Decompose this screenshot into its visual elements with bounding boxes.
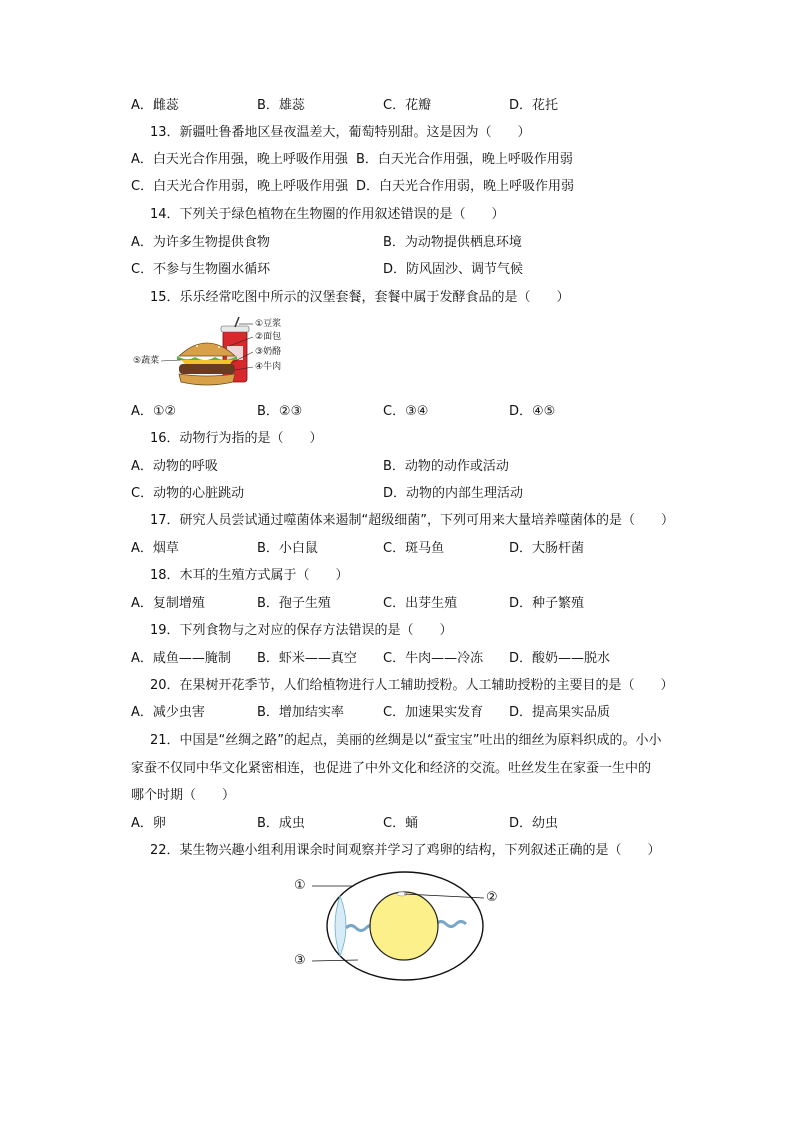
- q18-stem: 18．木耳的生殖方式属于（ ）: [150, 568, 349, 583]
- egg-label-1: ①: [294, 878, 306, 893]
- q13-option-a[interactable]: A．白天光合作用强，晚上呼吸作用强: [131, 152, 348, 167]
- q21-stem-line-1: 21．中国是“丝绸之路”的起点，美丽的丝绸是以“蚕宝宝”吐出的细丝为原料织成的。小小: [150, 733, 662, 748]
- q13-option-b[interactable]: B．白天光合作用强，晚上呼吸作用弱: [356, 152, 573, 167]
- q16-option-c[interactable]: C．动物的心脏跳动: [131, 486, 245, 501]
- q15-option-d[interactable]: D．④⑤: [509, 404, 556, 419]
- egg-label-2: ②: [486, 890, 498, 905]
- figure-label-bread: ②面包: [255, 332, 282, 342]
- q14-option-b[interactable]: B．为动物提供栖息环境: [383, 235, 522, 250]
- q17-option-a[interactable]: A．烟草: [131, 541, 179, 556]
- q21-stem-line-2: 家蚕不仅同中华文化紧密相连，也促进了中外文化和经济的交流。吐丝发生在家蚕一生中的: [131, 761, 652, 776]
- figure-label-beef: ④牛肉: [255, 362, 282, 372]
- q17-option-d[interactable]: D．大肠杆菌: [509, 541, 585, 556]
- q12-option-a[interactable]: A．雌蕊: [131, 98, 179, 113]
- q20-option-a[interactable]: A．减少虫害: [131, 705, 205, 720]
- q17-option-b[interactable]: B．小白鼠: [257, 541, 318, 556]
- q20-stem: 20．在果树开花季节，人们给植物进行人工辅助授粉。人工辅助授粉的主要目的是（ ）: [150, 678, 674, 693]
- q14-option-c[interactable]: C．不参与生物圈水循环: [131, 262, 271, 277]
- q22-stem: 22．某生物兴趣小组利用课余时间观察并学习了鸡卵的结构，下列叙述正确的是（ ）: [150, 843, 661, 858]
- q19-option-a[interactable]: A．咸鱼——腌制: [131, 651, 231, 666]
- figure-label-vegetable: ⑤蔬菜: [133, 356, 160, 366]
- q13-option-d[interactable]: D．白天光合作用弱，晚上呼吸作用弱: [356, 179, 575, 194]
- q20-option-c[interactable]: C．加速果实发育: [383, 705, 484, 720]
- q13-stem: 13．新疆吐鲁番地区昼夜温差大，葡萄特别甜。这是因为（ ）: [150, 125, 531, 140]
- q12-option-b[interactable]: B．雄蕊: [257, 98, 305, 113]
- q15-option-c[interactable]: C．③④: [383, 404, 429, 419]
- q17-option-c[interactable]: C．斑马鱼: [383, 541, 445, 556]
- q15-option-a[interactable]: A．①②: [131, 404, 177, 419]
- q19-stem: 19．下列食物与之对应的保存方法错误的是（ ）: [150, 623, 453, 638]
- figure-label-cheese: ③奶酪: [255, 347, 282, 357]
- q14-option-d[interactable]: D．防风固沙、调节气候: [383, 262, 524, 277]
- q12-option-c[interactable]: C．花瓣: [383, 98, 432, 113]
- q18-option-d[interactable]: D．种子繁殖: [509, 596, 585, 611]
- q20-option-d[interactable]: D．提高果实品质: [509, 705, 611, 720]
- q18-option-b[interactable]: B．孢子生殖: [257, 596, 331, 611]
- q19-option-b[interactable]: B．虾米——真空: [257, 651, 357, 666]
- q17-stem: 17．研究人员尝试通过噬菌体来遏制“超级细菌”，下列可用来大量培养噬菌体的是（ ）: [150, 513, 675, 528]
- q19-option-d[interactable]: D．酸奶——脱水: [509, 651, 611, 666]
- q14-stem: 14．下列关于绿色植物在生物圈的作用叙述错误的是（ ）: [150, 207, 505, 222]
- q21-option-c[interactable]: C．蛹: [383, 816, 419, 831]
- q13-option-c[interactable]: C．白天光合作用弱，晚上呼吸作用强: [131, 179, 349, 194]
- q16-stem: 16．动物行为指的是（ ）: [150, 431, 323, 446]
- q21-stem-line-3: 哪个时期（ ）: [131, 788, 236, 803]
- q21-option-d[interactable]: D．幼虫: [509, 816, 559, 831]
- egg-label-3: ③: [294, 953, 306, 968]
- q12-option-d[interactable]: D．花托: [509, 98, 559, 113]
- q14-option-a[interactable]: A．为许多生物提供食物: [131, 235, 270, 250]
- q15-option-b[interactable]: B．②③: [257, 404, 303, 419]
- burger-meal-figure: [131, 316, 301, 396]
- q19-option-c[interactable]: C．牛肉——冷冻: [383, 651, 484, 666]
- q16-option-b[interactable]: B．动物的动作或活动: [383, 459, 509, 474]
- q21-option-a[interactable]: A．卵: [131, 816, 166, 831]
- q21-option-b[interactable]: B．成虫: [257, 816, 305, 831]
- egg-structure-diagram: [290, 870, 510, 990]
- figure-label-soymilk: ①豆浆: [255, 319, 282, 329]
- q18-option-c[interactable]: C．出芽生殖: [383, 596, 458, 611]
- q15-stem: 15．乐乐经常吃图中所示的汉堡套餐，套餐中属于发酵食品的是（ ）: [150, 290, 570, 305]
- q16-option-a[interactable]: A．动物的呼吸: [131, 459, 218, 474]
- q16-option-d[interactable]: D．动物的内部生理活动: [383, 486, 524, 501]
- egg-structure-figure: [290, 870, 510, 990]
- q18-option-a[interactable]: A．复制增殖: [131, 596, 205, 611]
- q20-option-b[interactable]: B．增加结实率: [257, 705, 344, 720]
